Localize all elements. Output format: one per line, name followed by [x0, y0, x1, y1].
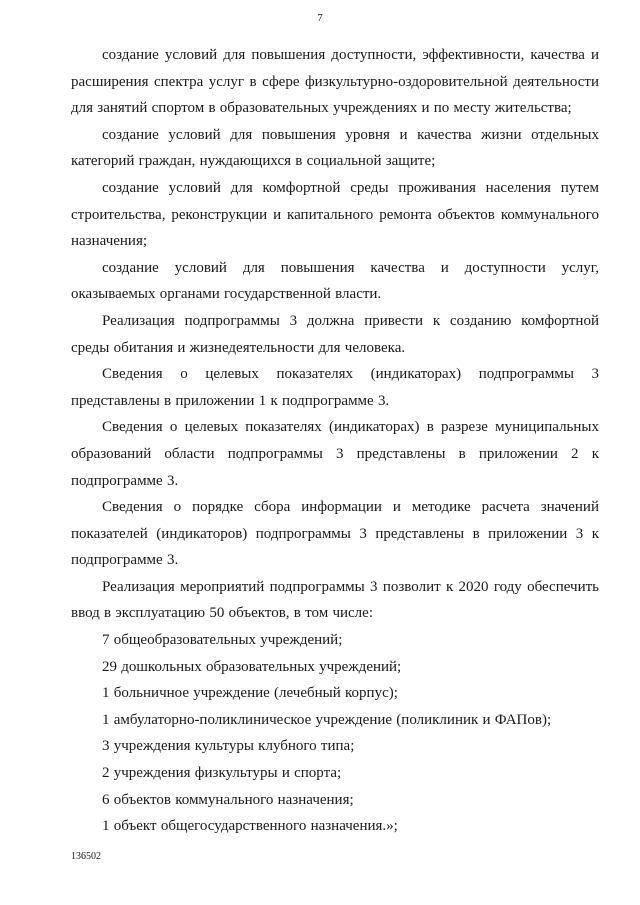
footer-document-code: 136502 [71, 851, 101, 862]
list-item: 2 учреждения физкультуры и спорта; [102, 765, 342, 782]
document-body [71, 42, 599, 840]
paragraph: создание условий для повышения доступности, эффективности, качества и расширения спектра услуг в сфере физкультурно-оздоровительной деятельности для занятий спортом в образовательных учреждениях и по месту жительства; [71, 47, 599, 117]
list-item: 29 дошкольных образовательных учреждений; [102, 658, 402, 675]
paragraph: Сведения о целевых показателях (индикаторах) в разрезе муниципальных образований области подпрограммы 3 представлены в приложении 2 к подпрограмме 3. [71, 419, 599, 489]
page-number: 7 [317, 12, 323, 24]
paragraph: Реализация подпрограммы 3 должна привести к созданию комфортной среды обитания и жизнедеятельности для человека. [71, 312, 599, 356]
list-item: 1 больничное учреждение (лечебный корпус); [102, 685, 398, 702]
paragraph: создание условий для повышения уровня и качества жизни отдельных категорий граждан, нуждающихся в социальной защите; [71, 126, 599, 170]
list-item: 6 объектов коммунального назначения; [102, 791, 354, 808]
list-item: 1 амбулаторно-поликлиническое учреждение (поликлиник и ФАПов); [102, 711, 552, 728]
list-item: 3 учреждения культуры клубного типа; [102, 738, 355, 755]
list-item: 1 объект общегосударственного назначения.»; [102, 818, 398, 835]
paragraph: Реализация мероприятий подпрограммы 3 позволит к 2020 году обеспечить ввод в эксплуатацию 50 объектов, в том числе: [71, 578, 599, 622]
paragraph: Сведения о целевых показателях (индикаторах) подпрограммы 3 представлены в приложении 1 к подпрограмме 3. [71, 366, 599, 409]
list-item: 7 общеобразовательных учреждений; [102, 632, 343, 649]
paragraph: создание условий для комфортной среды проживания населения путем строительства, реконструкции и капитального ремонта объектов коммунального назначения; [71, 179, 599, 250]
paragraph: создание условий для повышения качества и доступности услуг, оказываемых органами государственной власти. [71, 259, 599, 303]
paragraph: Сведения о порядке сбора информации и методике расчета значений показателей (индикаторов) подпрограммы 3 представлены в приложении 3 к подпрограмме 3. [71, 499, 599, 569]
